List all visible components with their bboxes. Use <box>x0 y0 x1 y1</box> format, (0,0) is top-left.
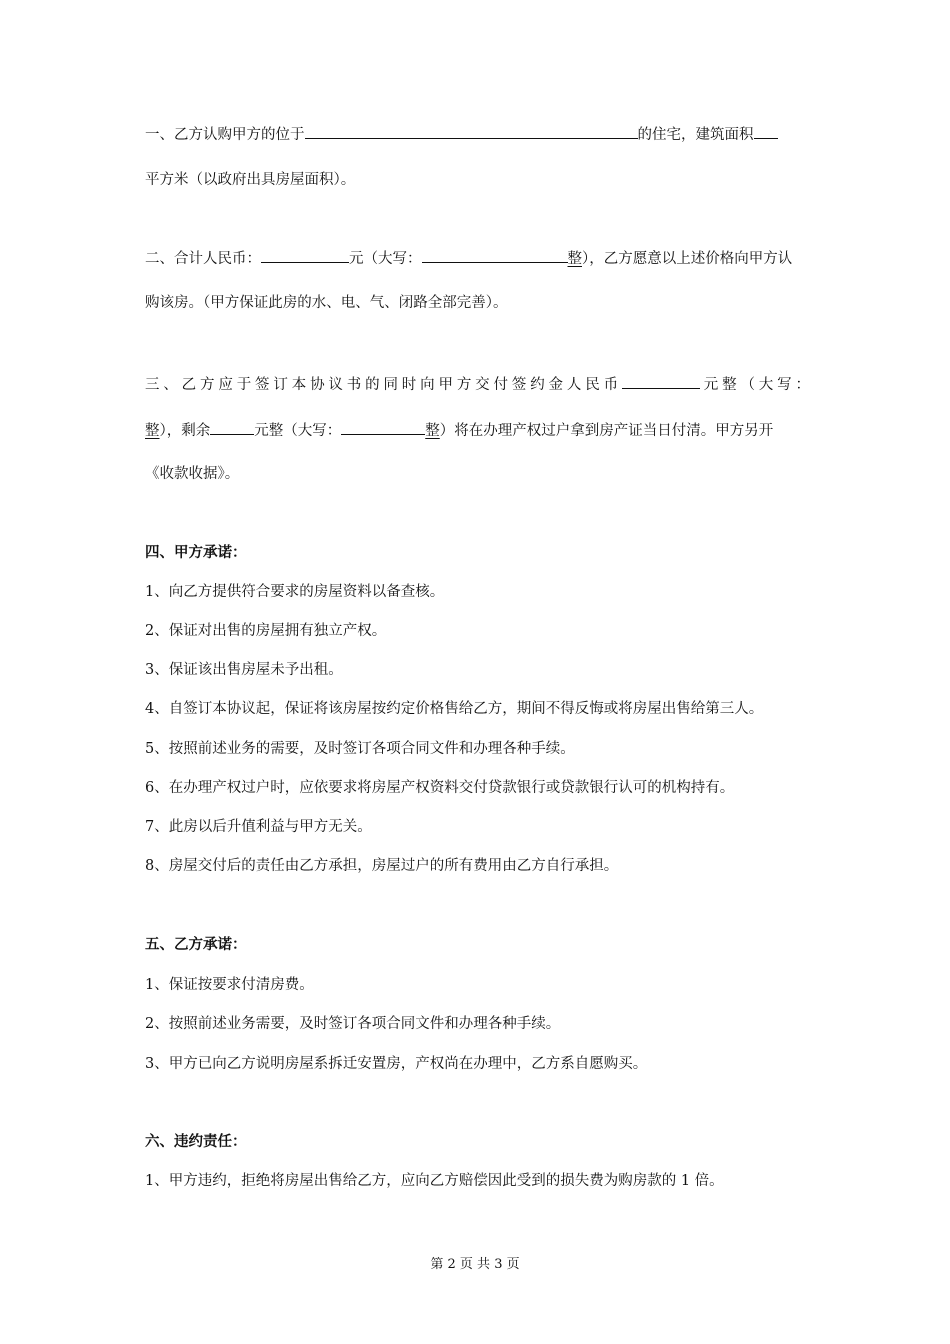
blank-deposit <box>622 372 700 389</box>
section4-item: 2、保证对出售的房屋拥有独立产权。 <box>145 623 387 639</box>
section4-item: 4、自签订本协议起，保证将该房屋按约定价格售给乙方，期间不得反悔或将房屋出售给第三人。 <box>145 701 764 717</box>
section3-line2: 整），剩余 元整（大写： 整）将在办理产权过户拿到房产证当日付清。甲方另开 <box>145 418 810 441</box>
section4-item: 3、保证该出售房屋未予出租。 <box>145 662 343 678</box>
page-footer: 第 2 页 共 3 页 <box>430 1257 520 1272</box>
section1-line2: 平方米（以政府出具房屋面积）。 <box>145 172 356 188</box>
section5-item: 2、按照前述业务需要，及时签订各项合同文件和办理各种手续。 <box>145 1016 561 1032</box>
blank-amount <box>261 246 349 263</box>
section6-heading: 六、违约责任： <box>145 1133 247 1150</box>
section2-line2: 购该房。（甲方保证此房的水、电、气、闭路全部完善）。 <box>145 295 508 311</box>
section3-line1: 三、乙方应于签订本协议书的同时向甲方交付签约金人民币 元整（大写： <box>145 372 810 395</box>
blank-location <box>305 122 638 139</box>
blank-remainder <box>210 418 254 435</box>
section4-heading: 四、甲方承诺： <box>145 544 247 561</box>
section6-item: 1、甲方违约，拒绝将房屋出售给乙方，应向乙方赔偿因此受到的损失费为购房款的 1 倍。 <box>145 1173 724 1189</box>
blank-amount-words <box>422 246 568 263</box>
section1-line1: 一、乙方认购甲方的位于 的住宅，建筑面积 <box>145 122 810 145</box>
section5-item: 1、保证按要求付清房费。 <box>145 977 314 993</box>
section4-item: 6、在办理产权过户时，应依要求将房屋产权资料交付贷款银行或贷款银行认可的机构持有。 <box>145 780 735 796</box>
section3-line3: 《收款收据》。 <box>145 466 240 482</box>
section2-line1: 二、合计人民币： 元（大写： 整），乙方愿意以上述价格向甲方认 <box>145 246 810 269</box>
section4-item: 7、此房以后升值利益与甲方无关。 <box>145 819 372 835</box>
section4-item: 5、按照前述业务的需要，及时签订各项合同文件和办理各种手续。 <box>145 741 575 757</box>
blank-area <box>754 122 778 139</box>
section5-heading: 五、乙方承诺： <box>145 936 247 953</box>
section5-item: 3、甲方已向乙方说明房屋系拆迁安置房，产权尚在办理中，乙方系自愿购买。 <box>145 1056 648 1072</box>
section4-item: 8、房屋交付后的责任由乙方承担，房屋过户的所有费用由乙方自行承担。 <box>145 858 619 874</box>
blank-remainder-words <box>341 418 425 435</box>
section4-item: 1、向乙方提供符合要求的房屋资料以备查核。 <box>145 584 445 600</box>
